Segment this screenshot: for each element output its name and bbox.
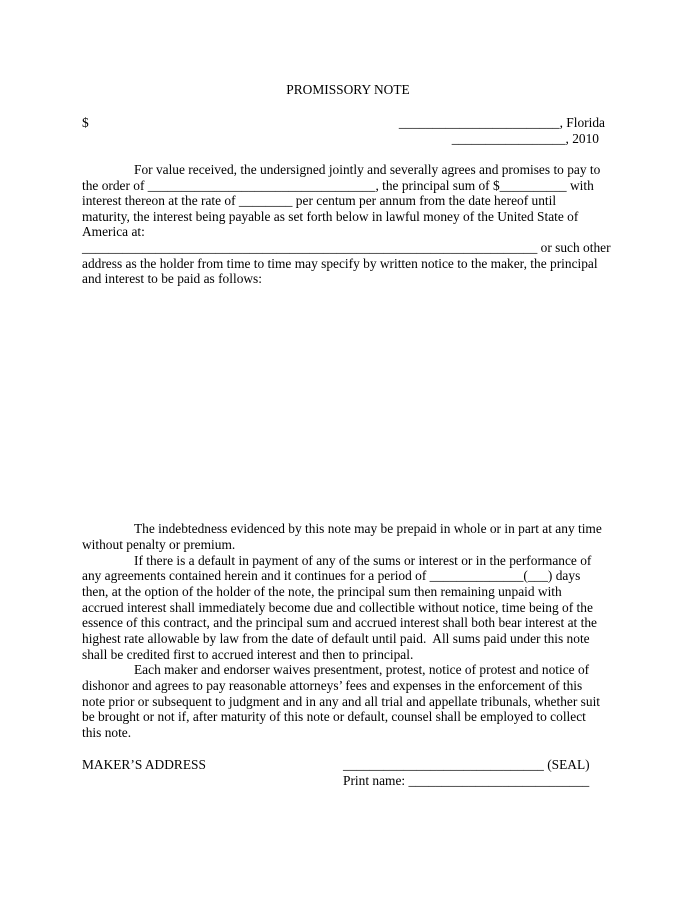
location-line: ________________________, Florida (398, 115, 605, 130)
date-line: _________________, 2010 (451, 131, 599, 146)
paragraph-2-line-1: The indebtedness evidenced by this note may be prepaid in whole or in part at any time (134, 521, 602, 536)
makers-address-label: MAKER’S ADDRESS (82, 757, 206, 772)
paragraph-3-line-2: any agreements contained herein and it continues for a period of ______________(___) days (82, 568, 581, 583)
paragraph-3-line-1: If there is a default in payment of any of the sums or interest or in the performance of (134, 553, 592, 568)
document-title: PROMISSORY NOTE (286, 82, 410, 97)
print-name-line: Print name: ___________________________ (343, 773, 590, 788)
paragraph-4-line-5: this note. (82, 725, 132, 740)
paragraph-1-line-3: interest thereon at the rate of ________ per centum per annum from the date hereof until (82, 193, 557, 208)
paragraph-1-line-5: America at: (82, 224, 145, 239)
paragraph-1-line-4: maturity, the interest being payable as set forth below in lawful money of the United State of (82, 209, 579, 224)
paragraph-4-line-1: Each maker and endorser waives presentment, protest, notice of protest and notice of (134, 662, 590, 677)
paragraph-1-line-6: ____________________________________________________________________ or such other (82, 240, 611, 255)
paragraph-1-line-7: address as the holder from time to time may specify by written notice to the maker, the principal (82, 256, 598, 271)
seal-signature-line: ______________________________ (SEAL) (343, 757, 590, 772)
paragraph-4-line-4: be brought or not if, after maturity of this note or default, counsel shall be employed to collect (82, 709, 586, 724)
paragraph-1-line-8: and interest to be paid as follows: (82, 271, 262, 286)
paragraph-4-line-3: note prior or subsequent to judgment and in any and all trial and appellate tribunals, whether suit (82, 694, 601, 709)
paragraph-1-line-2: the order of __________________________________, the principal sum of $__________ with (82, 178, 594, 193)
paragraph-3-line-4: accrued interest shall immediately become due and collectible without notice, time being of the (82, 600, 593, 615)
paragraph-3-line-7: shall be credited first to accrued interest and then to principal. (82, 647, 414, 662)
paragraph-2-line-2: without penalty or premium. (82, 537, 236, 552)
paragraph-3-line-5: essence of this contract, and the principal sum and accrued interest shall both bear interest at the (82, 615, 597, 630)
dollar-sign: $ (82, 115, 89, 130)
paragraph-3-line-6: highest rate allowable by law from the date of default until paid. All sums paid under this note (82, 631, 590, 646)
paragraph-4-line-2: dishonor and agrees to pay reasonable attorneys’ fees and expenses in the enforcement of this (82, 678, 583, 693)
paragraph-1-line-1: For value received, the undersigned jointly and severally agrees and promises to pay to (134, 162, 601, 177)
paragraph-3-line-3: then, at the option of the holder of the note, the principal sum then remaining unpaid with (82, 584, 562, 599)
